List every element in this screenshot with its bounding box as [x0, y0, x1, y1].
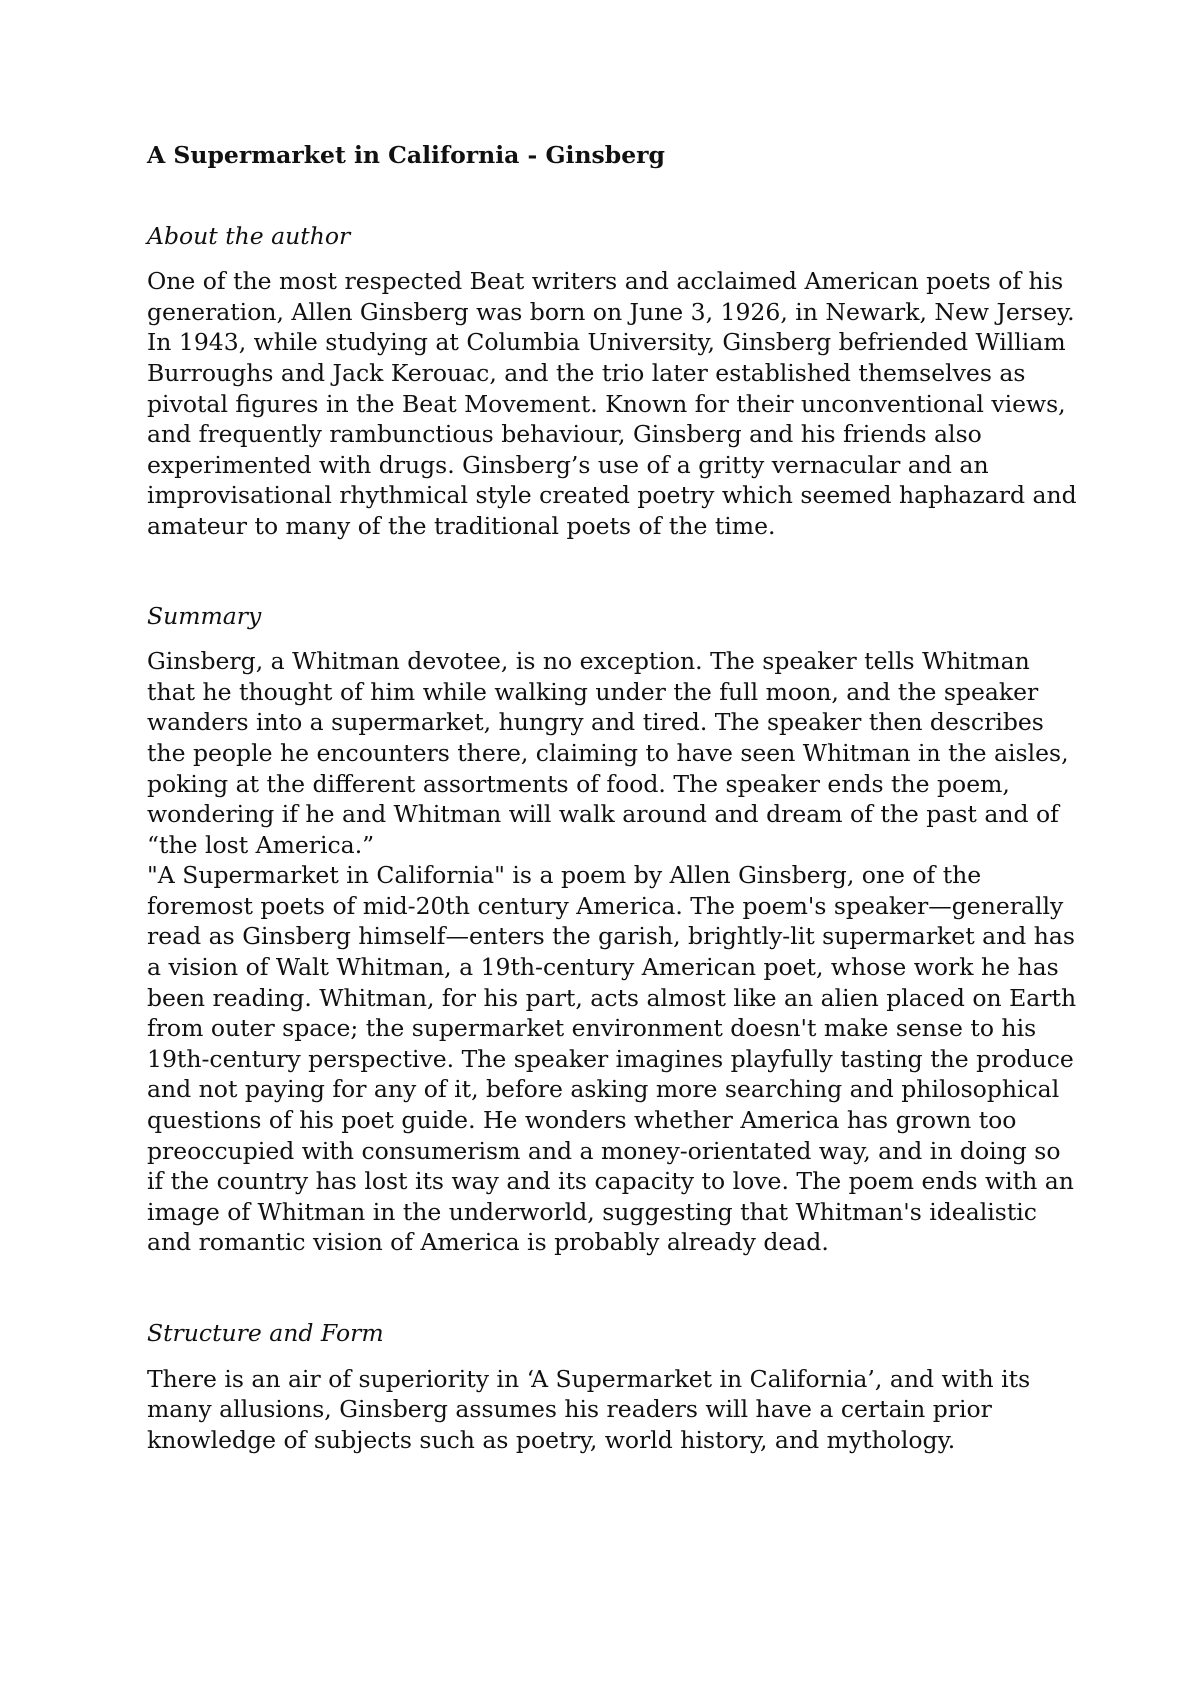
- summary-paragraph-2: "A Supermarket in California" is a poem by Allen Ginsberg, one of the foremost poets of mid-20th century America. The poem's speaker—generally read as Ginsberg himself—enters the garish, brightly-lit supermarket and has a vision of Walt Whitman, a 19th-century American poet, whose work he has been reading. Whitman, for his part, acts almost like an alien placed on Earth from outer space; the supermarket environment doesn't make sense to his 19th-century perspective. The speaker imagines playfully tasting the produce and not paying for any of it, before asking more searching and philosophical questions of his poet guide. He wonders whether America has grown too preoccupied with consumerism and a money-orientated way, and in doing so if the country has lost its way and its capacity to love. The poem ends with an image of Whitman in the underworld, suggesting that Whitman's idealistic and romantic vision of America is probably already dead.: [147, 861, 1077, 1257]
- about-author-paragraph: One of the most respected Beat writers and acclaimed American poets of his generation, Allen Ginsberg was born on June 3, 1926, in Newark, New Jersey. In 1943, while studying at Columbia University, Ginsberg befriended William Burroughs and Jack Kerouac, and the trio later established themselves as pivotal figures in the Beat Movement. Known for their unconventional views, and frequently rambunctious behaviour, Ginsberg and his friends also experimented with drugs. Ginsberg’s use of a gritty vernacular and an improvisational rhythmical style created poetry which seemed haphazard and amateur to many of the traditional poets of the time.: [147, 267, 1077, 540]
- section-heading-about-author: About the author: [147, 221, 351, 250]
- section-heading-summary: Summary: [147, 601, 262, 630]
- summary-paragraph-1: Ginsberg, a Whitman devotee, is no exception. The speaker tells Whitman that he thought of him while walking under the full moon, and the speaker wanders into a supermarket, hungry and tired. The speaker then describes the people he encounters there, claiming to have seen Whitman in the aisles, poking at the different assortments of food. The speaker ends the poem, wondering if he and Whitman will walk around and dream of the past and of “the lost America.”: [147, 647, 1069, 859]
- section-spacer: [147, 1258, 1077, 1318]
- document-title: A Supermarket in California - Ginsberg: [147, 141, 665, 169]
- structure-form-paragraph: There is an air of superiority in ‘A Supermarket in California’, and with its many allusions, Ginsberg assumes his readers will have a certain prior knowledge of subjects such as poetry, world history, and mythology.: [147, 1364, 1031, 1454]
- section-heading-structure-form: Structure and Form: [147, 1319, 384, 1347]
- document-page: [147, 140, 1077, 1455]
- section-spacer: [147, 542, 1077, 601]
